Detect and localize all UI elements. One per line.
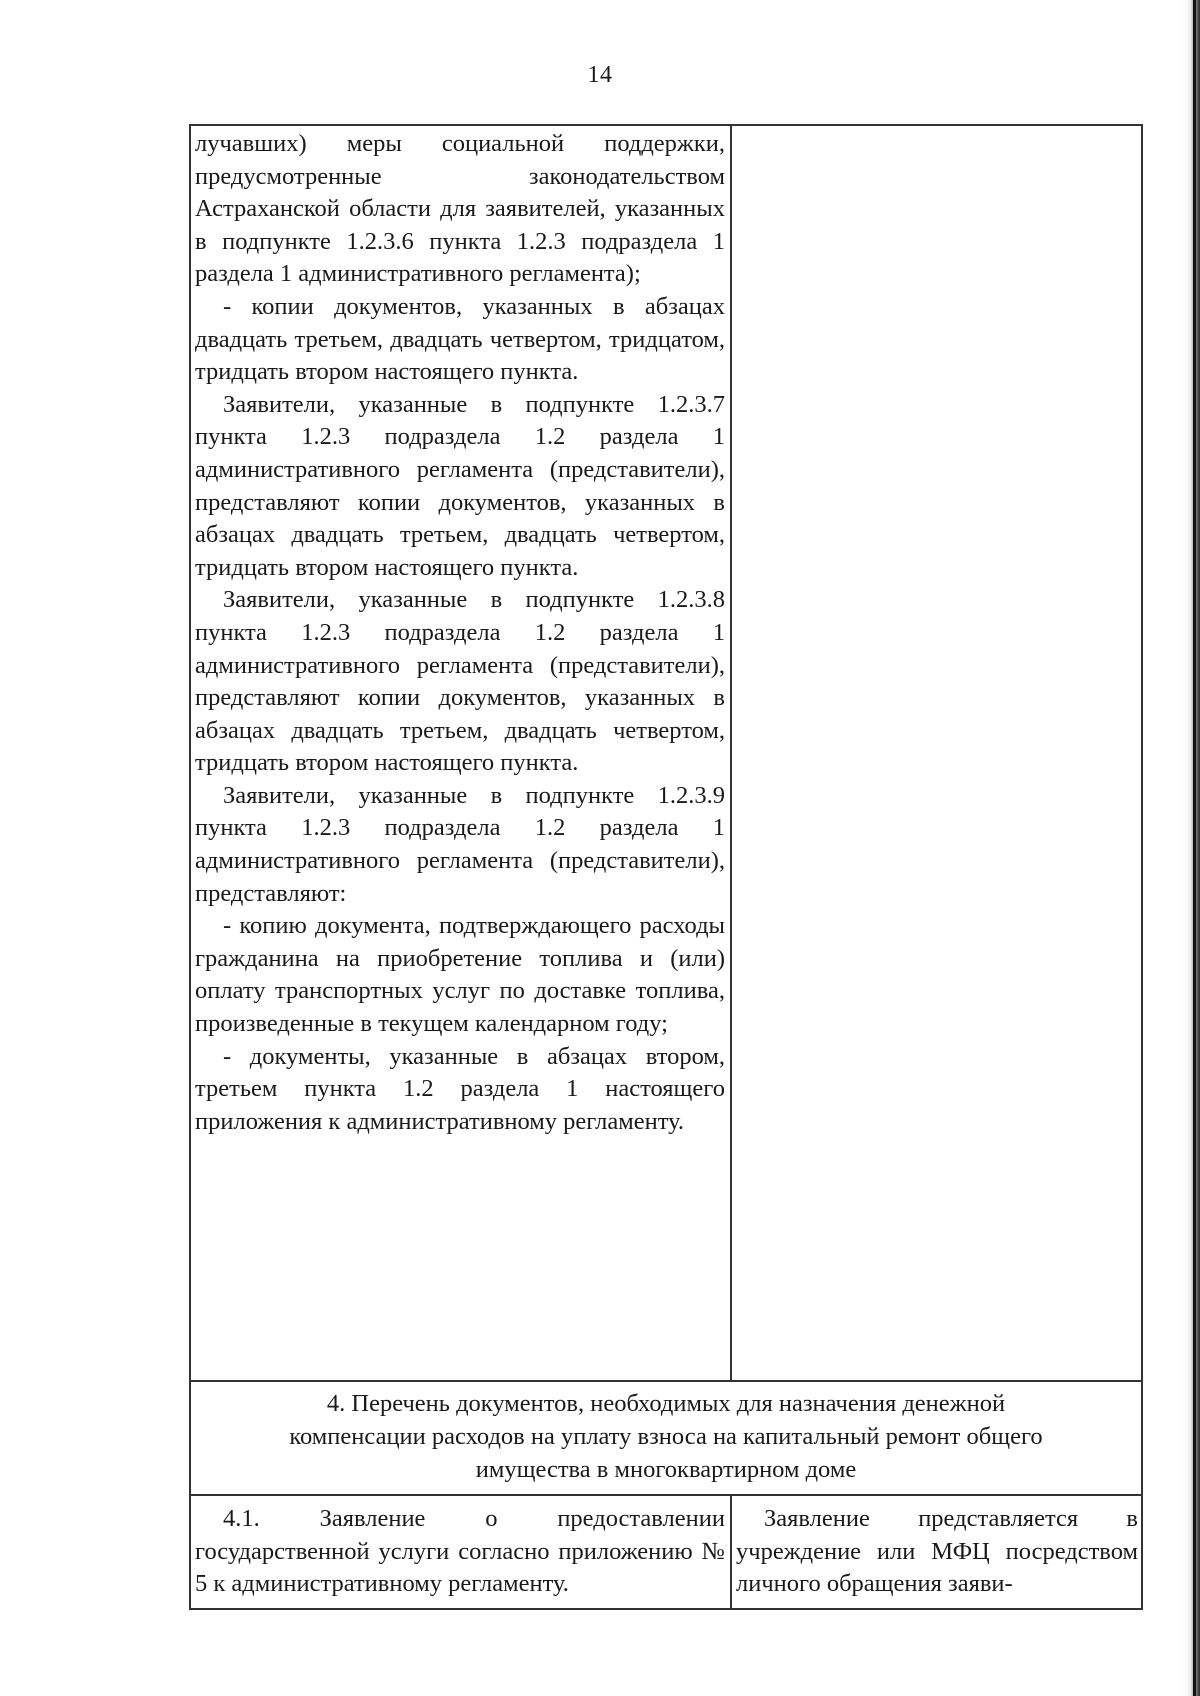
row-divider-after-heading [189, 1494, 1143, 1496]
paragraph: - документы, указанные в абзацах втором, третьем пункта 1.2 раздела 1 настоящего приложения к административному регламенту. [195, 1042, 725, 1135]
left-column-text [195, 128, 725, 1138]
scan-edge-line [1193, 0, 1196, 1696]
paragraph: Заявители, указанные в подпункте 1.2.3.8 пункта 1.2.3 подраздела 1.2 раздела 1 административного регламента (представители), представляют копии документов, указанных в абзацах двадцать третьем, двадцать четвертом, тридцать втором настоящего пункта. [195, 586, 725, 777]
paragraph: - копии документов, указанных в абзацах двадцать третьем, двадцать четвертом, тридцатом, тридцать втором настоящего пункта. [195, 292, 725, 386]
column-divider-lower [730, 1494, 732, 1610]
right-column-empty-cell [732, 126, 1141, 1380]
section-heading: 4. Перечень документов, необходимых для назначения денежной компенсации расходов на уплату взноса на капитальный ремонт общего имущества в многоквартирном доме [289, 1390, 1043, 1483]
row-4-1-left-cell [195, 1503, 725, 1601]
row-divider-before-heading [189, 1380, 1143, 1382]
scan-edge-shadow [1182, 0, 1200, 1696]
row-4-1-right-text: Заявление представляется в учреждение или МФЦ посредством личного обращения заяви- [736, 1505, 1138, 1598]
paragraph: лучавших) меры социальной поддержки, предусмотренные законодательством Астраханской области для заявителей, указанных в подпункте 1.2.3.6 пункта 1.2.3 подраздела 1 раздела 1 административного регламента); [195, 130, 725, 288]
paragraph: Заявители, указанные в подпункте 1.2.3.7 пункта 1.2.3 подраздела 1.2 раздела 1 административного регламента (представители), представляют копии документов, указанных в абзацах двадцать третьем, двадцать четвертом, тридцать втором настоящего пункта. [195, 390, 725, 581]
paragraph: Заявители, указанные в подпункте 1.2.3.9 пункта 1.2.3 подраздела 1.2 раздела 1 административного регламента (представители), представляют: [195, 781, 725, 907]
row-4-1-left-text: 4.1. Заявление о предоставлении государственной услуги согласно приложению № 5 к административному регламенту. [195, 1505, 725, 1598]
paragraph: - копию документа, подтверждающего расходы гражданина на приобретение топлива и (или) оплату транспортных услуг по доставке топлива, произведенные в текущем календарном году; [195, 912, 725, 1038]
document-table [189, 124, 1143, 1610]
page-number: 14 [587, 62, 613, 88]
table-bottom-border [189, 1608, 1143, 1610]
row-4-1-right-cell [736, 1503, 1138, 1601]
